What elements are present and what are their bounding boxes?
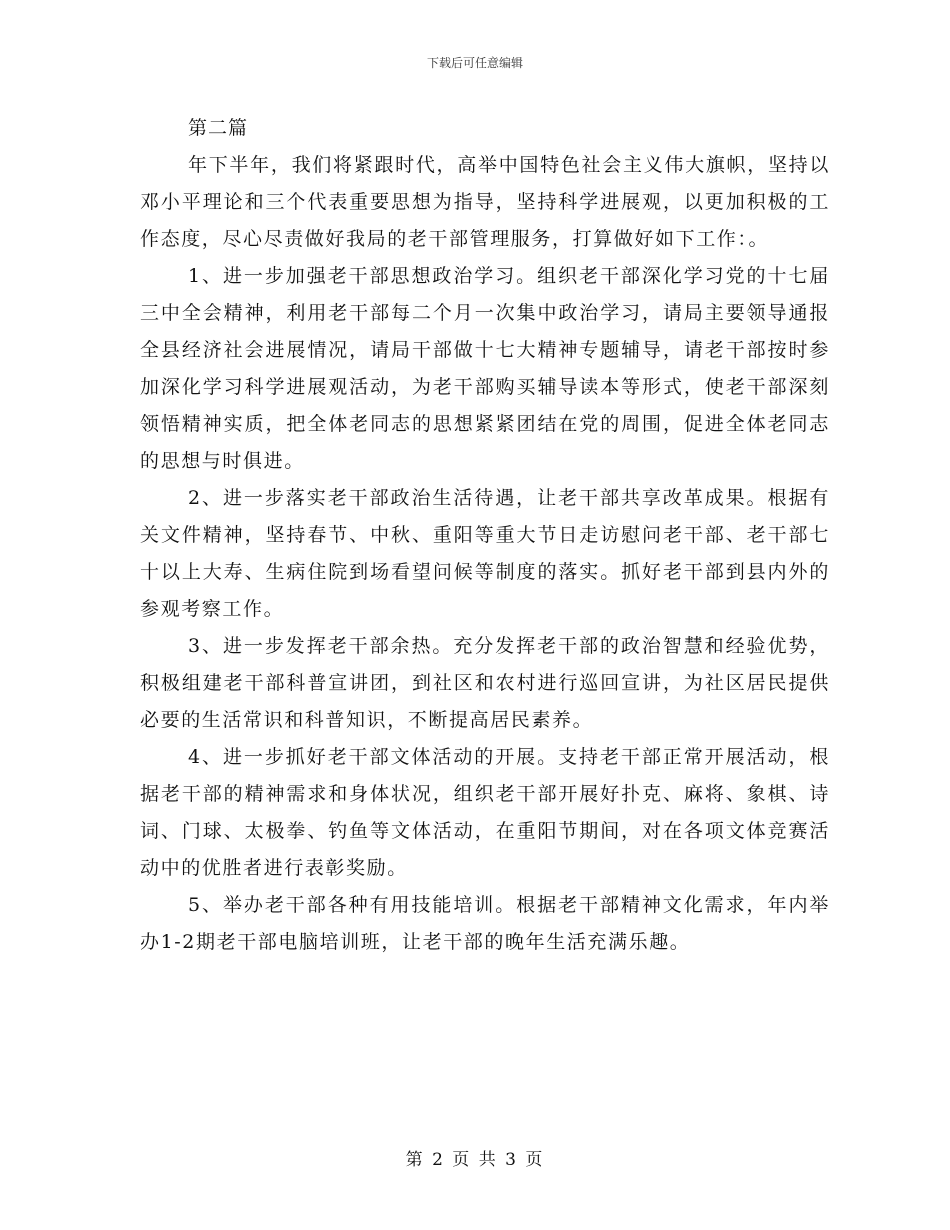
paragraph-intro: 年下半年，我们将紧跟时代，高举中国特色社会主义伟大旗帜，坚持以邓小平理论和三个代表重要思想为指导，坚持科学进展观，以更加积极的工作态度，尽心尽责做好我局的老干部管理服务，打算做好如下工作：。 — [140, 154, 830, 250]
document-body — [140, 110, 830, 961]
section-title: 第二篇 — [188, 117, 249, 139]
header-note: 下载后可任意编辑 — [426, 56, 523, 70]
page-number-footer: 第 2 页 共 3 页 — [405, 1150, 545, 1170]
paragraph-item-3: 3、进一步发挥老干部余热。充分发挥老干部的政治智慧和经验优势，积极组建老干部科普宣讲团，到社区和农村进行巡回宣讲，为社区居民提供必要的生活常识和科普知识，不断提高居民素养。 — [140, 635, 830, 731]
paragraph-item-1: 1、进一步加强老干部思想政治学习。组织老干部深化学习党的十七届三中全会精神，利用老干部每二个月一次集中政治学习，请局主要领导通报全县经济社会进展情况，请局干部做十七大精神专题辅导，请老干部按时参加深化学习科学进展观活动，为老干部购买辅导读本等形式，使老干部深刻领悟精神实质，把全体老同志的思想紧紧团结在党的周围，促进全体老同志的思想与时俱进。 — [140, 265, 830, 472]
paragraph-item-2: 2、进一步落实老干部政治生活待遇，让老干部共享改革成果。根据有关文件精神，坚持春节、中秋、重阳等重大节日走访慰问老干部、老干部七十以上大寿、生病住院到场看望问候等制度的落实。抓好老干部到县内外的参观考察工作。 — [140, 487, 830, 620]
paragraph-item-5: 5、举办老干部各种有用技能培训。根据老干部精神文化需求，年内举办1-2期老干部电脑培训班，让老干部的晚年生活充满乐趣。 — [140, 894, 830, 953]
paragraph-item-4: 4、进一步抓好老干部文体活动的开展。支持老干部正常开展活动，根据老干部的精神需求和身体状况，组织老干部开展好扑克、麻将、象棋、诗词、门球、太极拳、钓鱼等文体活动，在重阳节期间，对在各项文体竞赛活动中的优胜者进行表彰奖励。 — [140, 746, 830, 879]
